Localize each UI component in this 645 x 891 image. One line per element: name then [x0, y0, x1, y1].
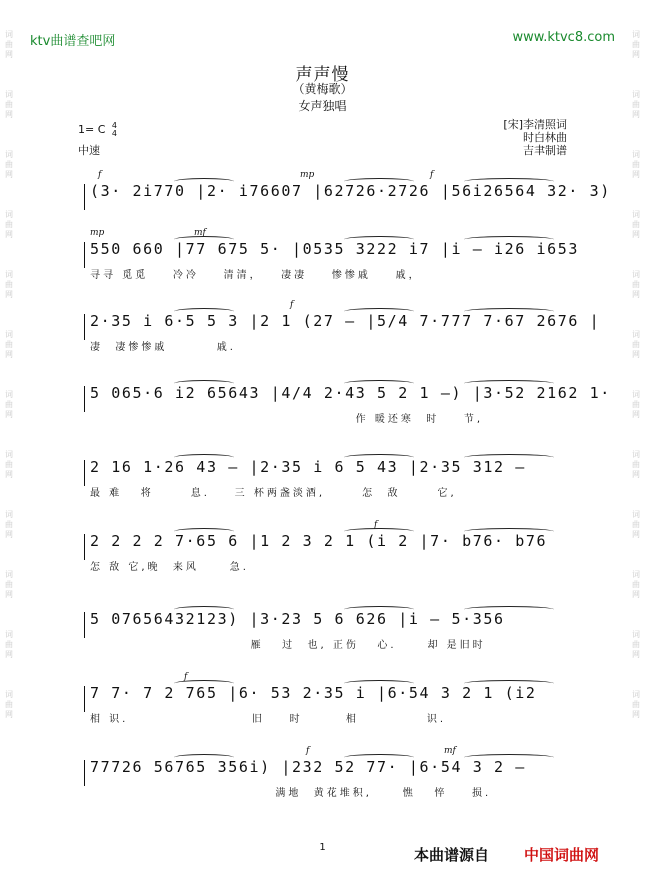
site-name-left: ktv曲谱查吧网 [30, 34, 116, 49]
watermark-group [5, 630, 13, 660]
slur-mark [174, 308, 234, 315]
watermark-group [5, 450, 13, 480]
watermark-glyph: 词 [5, 570, 13, 579]
watermark-glyph: 网 [632, 410, 640, 419]
watermark-glyph: 曲 [632, 640, 640, 649]
watermark-glyph: 网 [632, 470, 640, 479]
watermark-glyph: 网 [5, 230, 13, 239]
barline [84, 460, 85, 486]
watermark-glyph: 曲 [5, 640, 13, 649]
slur-mark [174, 454, 234, 461]
watermark-glyph: 词 [5, 390, 13, 399]
watermark-glyph: 词 [632, 30, 640, 39]
barline [84, 612, 85, 638]
notation-line: 5 07656432123) |3·23 5 6 626 |i — 5·356 [90, 610, 505, 628]
score-row [84, 672, 574, 726]
watermark-group [632, 510, 640, 540]
notation-line: 7 7· 7 2 765 |6· 53 2·35 i |6·54 3 2 1 (i2 [90, 684, 537, 702]
slur-mark [464, 380, 554, 387]
watermark-glyph: 曲 [632, 460, 640, 469]
dynamic-marking: mp [90, 228, 105, 238]
meter-bottom: 4 [111, 129, 117, 138]
barline [84, 242, 85, 268]
watermark-glyph: 网 [5, 50, 13, 59]
watermark-glyph: 词 [632, 150, 640, 159]
dynamic-marking: f [98, 170, 102, 180]
slur-mark [464, 178, 554, 185]
notation-line: 77726 56765 356i) |232 52 77· |6·54 3 2 — [90, 758, 526, 776]
watermark-glyph: 网 [632, 110, 640, 119]
notation-line: 2 16 1·26 43 — |2·35 i 6 5 43 |2·35 312 — [90, 458, 526, 476]
credits [503, 118, 567, 157]
lyrics-line: 凄 凄惨惨戚 戚. [90, 342, 236, 353]
watermark-glyph: 曲 [5, 460, 13, 469]
watermark-glyph: 曲 [5, 400, 13, 409]
lyrics-line: 相 识. 旧 时 相 识. [90, 714, 447, 725]
watermark-glyph: 网 [5, 590, 13, 599]
footer-source-site: 中国词曲网 [524, 846, 600, 864]
slur-mark [464, 454, 554, 461]
score-row [84, 520, 574, 574]
watermark-glyph: 词 [632, 570, 640, 579]
slur-mark [174, 236, 234, 243]
watermark-glyph: 词 [5, 90, 13, 99]
score-subtitle: （黄梅歌） [292, 82, 353, 96]
barline [84, 314, 85, 340]
score-row [84, 170, 611, 224]
watermark-glyph: 词 [5, 150, 13, 159]
watermark-glyph: 词 [5, 630, 13, 639]
watermark-glyph: 曲 [632, 220, 640, 229]
watermark-group [5, 390, 13, 420]
slur-mark [174, 528, 234, 535]
key-label: 1= C [78, 123, 106, 136]
credit-lyricist: [宋]李清照词 [503, 118, 567, 131]
watermark-glyph: 词 [5, 270, 13, 279]
watermark-group [632, 390, 640, 420]
slur-mark [344, 380, 414, 387]
lyrics-line: 满地 黄花堆积, 憔 悴 损. [90, 788, 492, 799]
slur-mark [464, 308, 554, 315]
watermark-glyph: 网 [5, 350, 13, 359]
slur-mark [174, 680, 234, 687]
watermark-glyph: 网 [632, 530, 640, 539]
dynamic-marking: f [430, 170, 434, 180]
watermark-group [632, 150, 640, 180]
dynamic-marking: f [184, 672, 188, 682]
watermark-glyph: 词 [5, 450, 13, 459]
watermark-glyph: 词 [5, 210, 13, 219]
score-row [84, 746, 574, 800]
notation-line: 550 660 |77 675 5· |0535 3222 i7 |i — i26 i653 [90, 240, 580, 258]
watermark-glyph: 词 [5, 30, 13, 39]
lyrics-line: 最 难 将 息. 三 杯两盏淡酒, 怎 敌 它, [90, 488, 457, 499]
watermark-glyph: 曲 [632, 340, 640, 349]
slur-mark [344, 308, 414, 315]
watermark-group [5, 270, 13, 300]
barline [84, 534, 85, 560]
slur-mark [174, 754, 234, 761]
slur-mark [344, 680, 414, 687]
watermark-glyph: 曲 [632, 280, 640, 289]
watermark-glyph: 词 [5, 690, 13, 699]
watermark-glyph: 词 [632, 90, 640, 99]
slur-mark [464, 754, 554, 761]
watermark-group [632, 570, 640, 600]
watermark-glyph: 词 [632, 210, 640, 219]
lyrics-line: 雁 过 也, 正伤 心. 却 是旧时 [90, 640, 486, 651]
watermark-group [5, 330, 13, 360]
watermark-glyph: 词 [632, 390, 640, 399]
dynamic-marking: f [306, 746, 310, 756]
watermark-glyph: 网 [5, 710, 13, 719]
watermark-group [5, 150, 13, 180]
barline [84, 184, 85, 210]
slur-mark [344, 754, 414, 761]
watermark-glyph: 曲 [5, 160, 13, 169]
score-row [84, 452, 574, 500]
slur-mark [464, 680, 554, 687]
watermark-glyph: 网 [632, 710, 640, 719]
credit-arranger: 吉聿制谱 [523, 144, 567, 157]
site-url-right: www.ktvc8.com [512, 30, 615, 45]
watermark-glyph: 曲 [5, 520, 13, 529]
performer-label: 女声独唱 [298, 99, 347, 113]
time-signature [112, 122, 117, 138]
watermark-glyph: 词 [632, 330, 640, 339]
slur-mark [344, 454, 414, 461]
watermark-group [632, 30, 640, 60]
watermark-glyph: 词 [5, 330, 13, 339]
watermark-glyph: 网 [632, 230, 640, 239]
slur-mark [174, 380, 234, 387]
score-title: 声声慢 [295, 65, 350, 85]
watermark-glyph: 曲 [632, 160, 640, 169]
watermark-glyph: 曲 [632, 400, 640, 409]
watermark-glyph: 网 [5, 650, 13, 659]
notation-line: 5 065·6 i2 65643 |4/4 2·43 5 2 1 —) |3·52 2162 1· [90, 384, 611, 402]
watermark-glyph: 网 [632, 170, 640, 179]
lyrics-line: 怎 敌 它,晚 来风 急. [90, 562, 249, 573]
notation-line: 2·35 i 6·5 5 3 |2 1 (27 — |5/4 7·777 7·67 2676 | [90, 312, 601, 330]
watermark-glyph: 网 [632, 350, 640, 359]
barline [84, 760, 85, 786]
watermark-glyph: 网 [5, 290, 13, 299]
slur-mark [464, 606, 554, 613]
watermark-glyph: 曲 [5, 340, 13, 349]
watermark-glyph: 曲 [5, 580, 13, 589]
watermark-glyph: 曲 [632, 520, 640, 529]
watermark-glyph: 网 [5, 170, 13, 179]
key-signature [78, 122, 117, 138]
watermark-group [632, 630, 640, 660]
lyrics-line: 寻寻 觅觅 冷冷 清清， 凄凄 惨惨戚 戚， [90, 270, 422, 281]
watermark-group [632, 450, 640, 480]
watermark-glyph: 网 [632, 290, 640, 299]
watermark-glyph: 曲 [5, 280, 13, 289]
watermark-glyph: 词 [5, 510, 13, 519]
watermark-group [632, 210, 640, 240]
watermark-glyph: 曲 [632, 580, 640, 589]
meter-top: 4 [111, 121, 117, 130]
footer-source-label: 本曲谱源自 [414, 846, 490, 864]
dynamic-marking: f [374, 520, 378, 530]
watermark-glyph: 曲 [5, 700, 13, 709]
watermark-glyph: 网 [632, 590, 640, 599]
slur-mark [174, 178, 234, 185]
slur-mark [344, 236, 414, 243]
watermark-group [5, 690, 13, 720]
score-row [84, 228, 580, 282]
score-row [84, 378, 611, 426]
slur-mark [464, 236, 554, 243]
slur-mark [464, 528, 554, 535]
watermark-group [5, 210, 13, 240]
page-number: 1 [319, 842, 326, 853]
watermark-group [632, 270, 640, 300]
watermark-glyph: 网 [5, 410, 13, 419]
watermark-glyph: 网 [5, 530, 13, 539]
slur-mark [344, 528, 414, 535]
watermark-group [5, 30, 13, 60]
watermark-glyph: 曲 [632, 700, 640, 709]
lyrics-line: 作 暖还寒 时 节, [90, 414, 484, 425]
slur-mark [344, 178, 414, 185]
watermark-glyph: 词 [632, 630, 640, 639]
watermark-glyph: 曲 [632, 40, 640, 49]
watermark-glyph: 网 [632, 650, 640, 659]
notation-line: 2 2 2 2 7·65 6 |1 2 3 2 1 (i 2 |7· b76· b76 [90, 532, 548, 550]
tempo-marking: 中速 [78, 144, 100, 157]
watermark-glyph: 词 [632, 450, 640, 459]
dynamic-marking: mp [300, 170, 315, 180]
barline [84, 686, 85, 712]
watermark-group [632, 690, 640, 720]
watermark-glyph: 曲 [632, 100, 640, 109]
notation-line: (3· 2i770 |2· i76607 |62726·2726 |56i26564 32· 3) [90, 182, 611, 200]
credit-composer: 时白林曲 [523, 131, 567, 144]
watermark-glyph: 词 [632, 270, 640, 279]
watermark-glyph: 网 [5, 110, 13, 119]
slur-mark [174, 606, 234, 613]
score-row [84, 604, 574, 652]
watermark-glyph: 曲 [5, 40, 13, 49]
score-row [84, 300, 601, 354]
watermark-group [5, 570, 13, 600]
watermark-glyph: 词 [632, 510, 640, 519]
dynamic-marking: mf [194, 228, 206, 238]
watermark-glyph: 曲 [5, 220, 13, 229]
watermark-glyph: 曲 [5, 100, 13, 109]
slur-mark [344, 606, 414, 613]
dynamic-marking: mf [444, 746, 456, 756]
barline [84, 386, 85, 412]
watermark-glyph: 词 [632, 690, 640, 699]
watermark-glyph: 网 [632, 50, 640, 59]
watermark-glyph: 网 [5, 470, 13, 479]
watermark-group [5, 510, 13, 540]
dynamic-marking: f [290, 300, 294, 310]
watermark-group [632, 330, 640, 360]
